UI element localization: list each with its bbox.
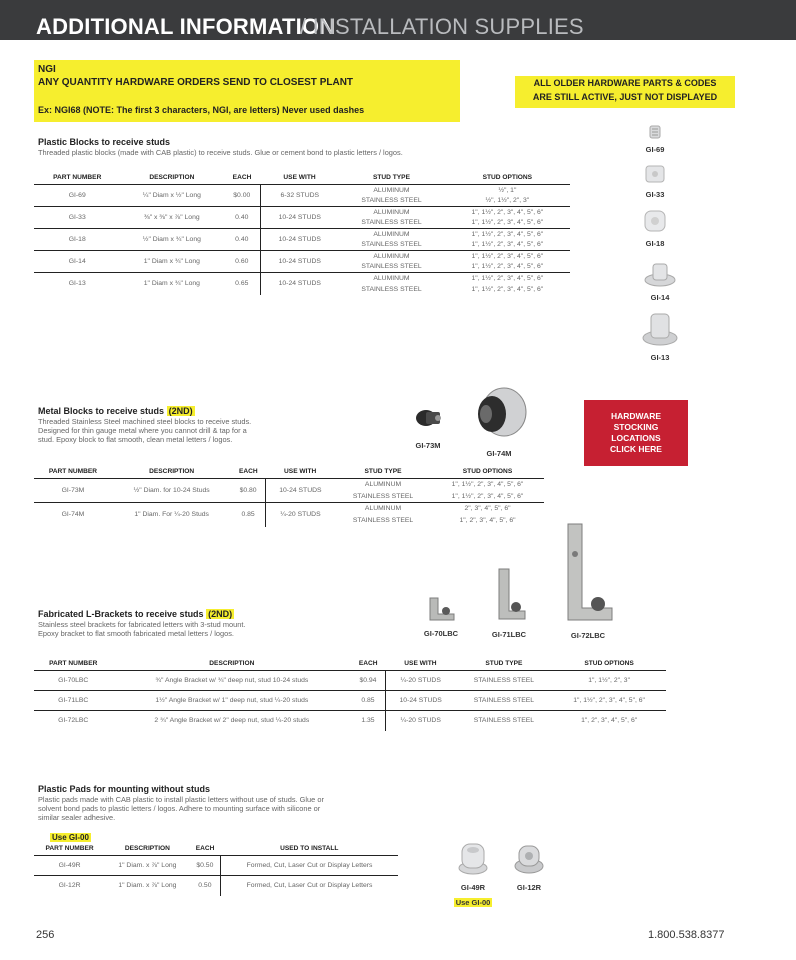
- older-parts-notice: ALL OLDER HARDWARE PARTS & CODES ARE STILL ACTIVE, JUST NOT DISPLAYED: [515, 76, 735, 108]
- table-row: [34, 185, 570, 196]
- part-number: GI-14: [34, 251, 120, 273]
- col-description: DESCRIPTION: [105, 845, 190, 856]
- stud-type: STAINLESS STEEL: [456, 691, 553, 711]
- product-label: GI-70LBC: [423, 629, 459, 638]
- part-number: GI-18: [34, 229, 120, 251]
- description: 1½" Angle Bracket w/ 1" deep nut, stud ¼-20 studs: [112, 691, 351, 711]
- plastic-pad-icon: [455, 838, 491, 878]
- product-label: GI-14: [650, 293, 670, 302]
- col-stud-options: STUD OPTIONS: [431, 468, 544, 479]
- col-each: EACH: [190, 845, 221, 856]
- stud-type: ALUMINUM: [338, 229, 444, 240]
- product-label: GI-72LBC: [570, 631, 606, 640]
- stud-options: 1", 1½", 2", 3", 4", 5", 6": [471, 219, 544, 227]
- table-row: [34, 503, 544, 515]
- use-with: 10-24 STUDS: [385, 691, 455, 711]
- stud-type: STAINLESS STEEL: [361, 197, 422, 205]
- stud-type: ALUMINUM: [338, 251, 444, 262]
- stocking-locations-button[interactable]: [584, 400, 688, 466]
- table-row: [34, 229, 570, 240]
- large-l-bracket-icon: [560, 520, 616, 626]
- plastic-blocks-table: [34, 174, 570, 295]
- stocking-line-2: STOCKING: [613, 422, 659, 432]
- product-gi-18: [630, 208, 680, 248]
- stud-options: ½", 1½", 2", 3": [485, 197, 530, 205]
- metal-blocks-tag: (2ND): [168, 406, 193, 416]
- product-gi-49r: [446, 838, 500, 910]
- product-label: GI-71LBC: [491, 630, 527, 639]
- col-stud-type: STUD TYPE: [335, 468, 431, 479]
- metal-blocks-title: [38, 406, 195, 416]
- stud-options: 1", 1½", 2", 3", 4", 5", 6": [471, 285, 544, 293]
- table-row: [34, 251, 570, 262]
- product-gi-33: [630, 163, 680, 199]
- col-each: EACH: [223, 174, 261, 185]
- stocking-line-1: HARDWARE: [610, 411, 662, 421]
- table-row: [34, 671, 666, 691]
- notice-line-1: NGI: [38, 64, 56, 75]
- col-used-to-install: USED TO INSTALL: [221, 845, 398, 856]
- part-number: GI-33: [34, 207, 120, 229]
- col-stud-type: STUD TYPE: [456, 660, 553, 671]
- description: 1" Diam x ¾" Long: [120, 273, 223, 295]
- use-with: ¼-20 STUDS: [385, 711, 455, 731]
- plastic-blocks-title: Plastic Blocks to receive studs: [38, 137, 171, 147]
- col-each: EACH: [351, 660, 385, 671]
- notice-line-2: ANY QUANTITY HARDWARE ORDERS SEND TO CLOSEST PLANT: [38, 77, 354, 88]
- part-number: GI-70LBC: [58, 677, 89, 684]
- stocking-line-3: LOCATIONS: [611, 433, 661, 443]
- product-gi-14: [630, 258, 690, 302]
- price: $0.00: [233, 192, 251, 199]
- stud-type: STAINLESS STEEL: [473, 677, 535, 684]
- description: 1" Diam x ¾" Long: [120, 251, 223, 273]
- col-use-with: USE WITH: [385, 660, 455, 671]
- stud-type: ALUMINUM: [364, 481, 402, 489]
- description: ¾" Angle Bracket w/ ¾" deep nut, stud 10-24 studs: [155, 677, 309, 684]
- use-with: 10-24 STUDS: [261, 229, 338, 251]
- price: 0.40: [223, 207, 261, 229]
- product-gi-13: [630, 310, 690, 362]
- part-number: GI-74M: [34, 503, 112, 527]
- plastic-pad-icon: [511, 838, 547, 878]
- plastic-block-flange-icon: [642, 258, 678, 288]
- stud-options: 1", 1½", 2", 3", 4", 5", 6": [445, 229, 570, 240]
- metal-block-large-icon: [468, 382, 530, 444]
- plastic-block-square-icon: [643, 163, 667, 185]
- use-with: 10-24 STUDS: [261, 251, 338, 273]
- stud-type: STAINLESS STEEL: [352, 492, 414, 500]
- col-part-number: PART NUMBER: [34, 174, 120, 185]
- stud-type: ALUMINUM: [335, 503, 431, 515]
- brackets-tag: (2ND): [208, 609, 233, 619]
- price: 0.60: [223, 251, 261, 273]
- brackets-table: [34, 660, 666, 731]
- col-description: DESCRIPTION: [120, 174, 223, 185]
- price: 0.85: [231, 503, 265, 527]
- product-label: GI-12R: [516, 883, 542, 892]
- header-subtitle: / INSTALLATION SUPPLIES: [300, 14, 584, 39]
- metal-blocks-desc: Threaded Stainless Steel machined steel blocks to receive studs. Designed for thin gauge metal where you cannot drill & tap for a stud. Epoxy block to flat smooth, clean metal letters / logos.: [38, 417, 252, 444]
- product-label: GI-13: [650, 353, 670, 362]
- table-row: [34, 479, 544, 491]
- stocking-line-4: CLICK HERE: [610, 444, 662, 454]
- description: 1" Diam. x ⅞" Long: [118, 862, 177, 869]
- description: ¼" Diam x ½" Long: [142, 192, 201, 199]
- plastic-block-small-icon: [648, 124, 662, 140]
- used-to-install: Formed, Cut, Laser Cut or Display Letters: [221, 856, 398, 876]
- part-number: GI-13: [34, 273, 120, 295]
- product-label: GI-74M: [486, 449, 512, 458]
- stud-options: 1", 1½", 2", 3", 4", 5", 6": [451, 481, 524, 489]
- plastic-block-large-icon: [640, 310, 680, 348]
- col-description: DESCRIPTION: [112, 468, 231, 479]
- product-gi-69: [630, 124, 680, 154]
- table-row: [34, 691, 666, 711]
- use-with: 10-24 STUDS: [265, 479, 335, 503]
- product-label: GI-69: [645, 145, 665, 154]
- table-row: [34, 856, 398, 876]
- price: 0.40: [223, 229, 261, 251]
- small-l-bracket-icon: [424, 594, 458, 624]
- plastic-blocks-desc: Threaded plastic blocks (made with CAB plastic) to receive studs. Glue or cement bond to plastic letters / logos.: [38, 148, 403, 157]
- price: $0.50: [196, 862, 214, 869]
- table-row: [34, 711, 666, 731]
- stud-type: ALUMINUM: [338, 207, 444, 218]
- stud-options: 1", 1½", 2", 3", 4", 5", 6": [445, 251, 570, 262]
- price: $0.80: [239, 487, 257, 494]
- stud-options: 2", 3", 4", 5", 6": [431, 503, 544, 515]
- part-number: GI-49R: [58, 862, 81, 869]
- stud-type: STAINLESS STEEL: [456, 711, 553, 731]
- product-gi-74m: [466, 382, 532, 458]
- table-row: [34, 207, 570, 218]
- metal-blocks-title-text: Metal Blocks to receive studs: [38, 406, 165, 416]
- plastic-pads-table: [34, 845, 398, 896]
- use-with: 10-24 STUDS: [261, 273, 338, 295]
- description: 2 ¾" Angle Bracket w/ 2" deep nut, stud ¼-20 studs: [112, 711, 351, 731]
- plastic-block-round-icon: [642, 208, 668, 234]
- use-with: 10-24 STUDS: [261, 207, 338, 229]
- stud-options: 1", 1½", 2", 3", 4", 5", 6": [471, 263, 544, 271]
- brackets-title-text: Fabricated L-Brackets to receive studs: [38, 609, 204, 619]
- col-use-with: USE WITH: [265, 468, 335, 479]
- stud-type: ALUMINUM: [338, 273, 444, 284]
- table-row: [34, 273, 570, 284]
- part-number: GI-73M: [61, 487, 85, 494]
- description: 1" Diam. x ⅞" Long: [105, 876, 190, 896]
- col-stud-options: STUD OPTIONS: [552, 660, 666, 671]
- product-gi-72lbc: [556, 520, 620, 640]
- price: 0.50: [190, 876, 221, 896]
- description: ⅜" x ⅜" x ⅞" Long: [120, 207, 223, 229]
- col-description: DESCRIPTION: [112, 660, 351, 671]
- medium-l-bracket-icon: [489, 565, 529, 625]
- product-gi-12r: [504, 838, 554, 892]
- description: ½" Diam x ¾" Long: [120, 229, 223, 251]
- part-number: GI-69: [68, 192, 86, 199]
- col-stud-options: STUD OPTIONS: [445, 174, 570, 185]
- col-use-with: USE WITH: [261, 174, 338, 185]
- stud-type: STAINLESS STEEL: [361, 263, 422, 271]
- price: $0.94: [359, 677, 377, 684]
- col-part-number: PART NUMBER: [34, 845, 105, 856]
- col-part-number: PART NUMBER: [34, 468, 112, 479]
- use-with: 6-32 STUDS: [261, 185, 338, 207]
- product-label: GI-73M: [415, 441, 441, 450]
- stud-options: 1", 1½", 2", 3", 4", 5", 6": [451, 492, 524, 500]
- col-stud-type: STUD TYPE: [338, 174, 444, 185]
- metal-blocks-table: [34, 468, 544, 527]
- stud-type: ALUMINUM: [373, 186, 410, 194]
- page-number: 256: [36, 929, 55, 941]
- stud-type: STAINLESS STEEL: [361, 285, 422, 293]
- part-number: GI-71LBC: [34, 691, 112, 711]
- stud-options: 1", 1½", 2", 3", 4", 5", 6": [471, 241, 544, 249]
- product-label: GI-18: [645, 239, 665, 248]
- description: 1" Diam. For ¼-20 Studs: [112, 503, 231, 527]
- price: 1.35: [351, 711, 385, 731]
- ordering-notice: [34, 60, 460, 122]
- product-gi-70lbc: [414, 594, 468, 638]
- brackets-title: [38, 609, 234, 619]
- plastic-pads-desc: Plastic pads made with CAB plastic to install plastic letters without use of studs. Glue or solvent bond pads to plastic letters / logos. Adhere to mounting surface with silicone or similar sealer adhesive.: [38, 795, 324, 822]
- stud-options: ½", 1": [498, 186, 517, 194]
- metal-block-small-icon: [410, 400, 446, 436]
- stud-options: 1", 2", 3", 4", 5", 6": [459, 517, 516, 524]
- page-header: [0, 0, 796, 40]
- stud-type: STAINLESS STEEL: [361, 241, 422, 249]
- part-number: GI-12R: [34, 876, 105, 896]
- stud-options: 1", 2", 3", 4", 5", 6": [552, 711, 666, 731]
- notice-line-3: Ex: NGI68 (NOTE: The first 3 characters, NGI, are letters) Never used dashes: [38, 105, 365, 115]
- product-gi-71lbc: [480, 565, 538, 639]
- header-title: ADDITIONAL INFORMATION: [36, 14, 336, 39]
- product-gi-73m: [406, 400, 450, 450]
- stud-options: 1", 1½", 2", 3": [588, 677, 630, 684]
- col-each: EACH: [231, 468, 265, 479]
- plastic-pads-use-label: Use GI-00: [52, 833, 89, 842]
- used-to-install: Formed, Cut, Laser Cut or Display Letters: [221, 876, 398, 896]
- use-with: ¼-20 STUDS: [385, 671, 455, 691]
- stud-options: 1", 1½", 2", 3", 4", 5", 6": [445, 273, 570, 284]
- stud-type: STAINLESS STEEL: [361, 219, 422, 227]
- product-label: GI-33: [645, 190, 665, 199]
- stud-options: 1", 1½", 2", 3", 4", 5", 6": [445, 207, 570, 218]
- stud-type: STAINLESS STEEL: [352, 517, 414, 524]
- product-label: GI-49R: [460, 883, 486, 892]
- table-row: [34, 876, 398, 896]
- stud-options: 1", 1½", 2", 3", 4", 5", 6": [552, 691, 666, 711]
- plastic-pads-title: Plastic Pads for mounting without studs: [38, 784, 211, 794]
- price: 0.85: [351, 691, 385, 711]
- part-number: GI-72LBC: [34, 711, 112, 731]
- phone-number: 1.800.538.8377: [648, 929, 725, 941]
- price: 0.65: [223, 273, 261, 295]
- brackets-desc: Stainless steel brackets for fabricated letters with 3-stud mount. Epoxy bracket to flat smooth fabricated metal letters / logos.: [38, 620, 246, 638]
- description: ½" Diam. for 10-24 Studs: [133, 487, 210, 494]
- col-part-number: PART NUMBER: [34, 660, 112, 671]
- use-with: ¼-20 STUDS: [265, 503, 335, 527]
- product-use-label: Use GI-00: [455, 898, 491, 907]
